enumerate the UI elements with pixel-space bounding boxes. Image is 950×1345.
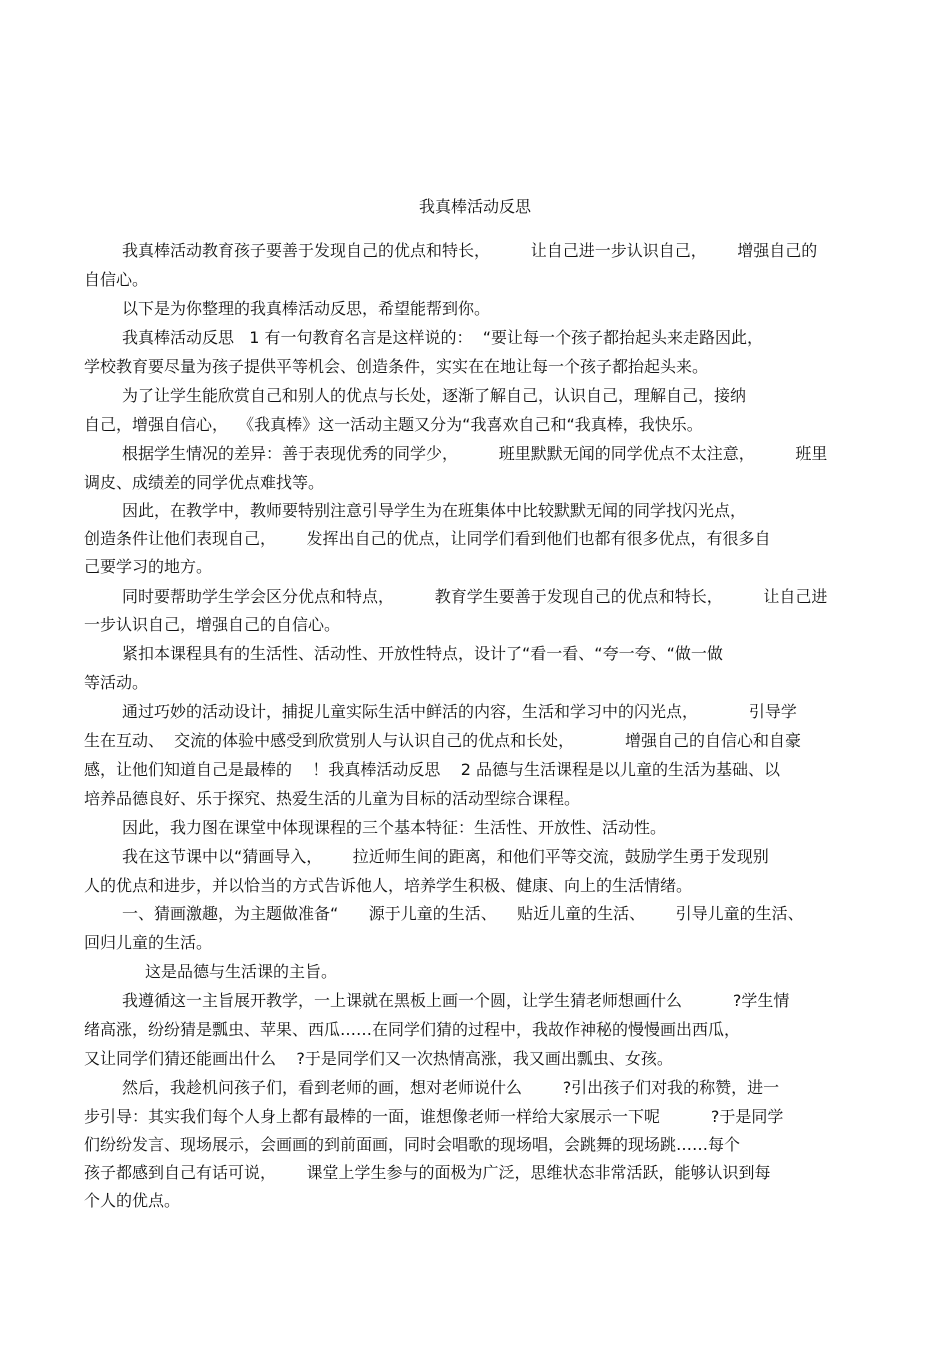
text-line: 我遵循这一主旨展开教学，一上课就在黑板上画一个圆，让学生猜老师想画什么 ?学生情 <box>122 991 790 1010</box>
text-line: 个人的优点。 <box>84 1191 181 1210</box>
text-line: 根据学生情况的差异：善于表现优秀的同学少， 班里默默无闻的同学优点不太注意， 班里 <box>122 444 828 463</box>
text-line: 自己，增强自信心， 《我真棒》这一活动主题又分为“我喜欢自己和“我真棒，我快乐。 <box>84 415 703 434</box>
text-line: 以下是为你整理的我真棒活动反思，希望能帮到你。 <box>122 299 491 318</box>
text-line: 我真棒活动教育孩子要善于发现自己的优点和特长， 让自己进一步认识自己， 增强自己的 <box>122 241 818 260</box>
text-line: 步引导：其实我们每个人身上都有最棒的一面，谁想像老师一样给大家展示一下呢 ?于是同学 <box>84 1107 784 1126</box>
text-line: 培养品德良好、乐于探究、热爱生活的儿童为目标的活动型综合课程。 <box>84 789 581 808</box>
text-line: 我在这节课中以“猜画导入， 拉近师生间的距离，和他们平等交流，鼓励学生勇于发现别 <box>122 847 769 866</box>
text-line: 们纷纷发言、现场展示，会画画的到前面画，同时会唱歌的现场唱，会跳舞的现场跳……每个 <box>84 1135 741 1154</box>
text-line: 调皮、成绩差的同学优点难找等。 <box>84 473 325 492</box>
text-line: 自信心。 <box>84 270 149 289</box>
text-line: 生在互动、 交流的体验中感受到欣赏别人与认识自己的优点和长处， 增强自己的自信心和自豪 <box>84 731 802 750</box>
text-line: 一、猜画激趣，为主题做准备“ 源于儿童的生活、 贴近儿童的生活、 引导儿童的生活、 <box>122 904 804 923</box>
text-line: 因此，我力图在课堂中体现课程的三个基本特征：生活性、开放性、活动性。 <box>122 818 667 837</box>
text-line: 同时要帮助学生学会区分优点和特点， 教育学生要善于发现自己的优点和特长， 让自己进 <box>122 587 828 606</box>
text-line: 为了让学生能欣赏自己和别人的优点与长处，逐渐了解自己，认识自己，理解自己，接纳 <box>122 386 747 405</box>
text-line: 学校教育要尽量为孩子提供平等机会、创造条件，实实在在地让每一个孩子都抬起头来。 <box>84 357 709 376</box>
text-line: 因此，在教学中，教师要特别注意引导学生为在班集体中比较默默无闻的同学找闪光点， <box>122 501 747 520</box>
text-line: 人的优点和进步，并以恰当的方式告诉他人，培养学生积极、健康、向上的生活情绪。 <box>84 876 693 895</box>
text-line: 创造条件让他们表现自己， 发挥出自己的优点，让同学们看到他们也都有很多优点，有很多自 <box>84 529 771 548</box>
document-title: 我真棒活动反思 <box>418 197 531 216</box>
text-line: 这是品德与生活课的主旨。 <box>145 962 338 981</box>
text-line: 孩子都感到自己有话可说， 课堂上学生参与的面极为广泛，思维状态非常活跃，能够认识到每 <box>84 1163 771 1182</box>
text-line: 感，让他们知道自己是最棒的 ！我真棒活动反思 2 品德与生活课程是以儿童的生活为基础、以 <box>84 760 780 779</box>
text-line: 我真棒活动反思 1 有一句教育名言是这样说的： “要让每一个孩子都抬起头来走路因此， <box>122 328 763 347</box>
text-line: 紧扣本课程具有的生活性、活动性、开放性特点，设计了“看一看、“夸一夸、“做一做 <box>122 644 723 663</box>
text-line: 己要学习的地方。 <box>84 557 213 576</box>
text-line: 等活动。 <box>84 673 149 692</box>
text-line: 然后，我趁机问孩子们，看到老师的画，想对老师说什么 ?引出孩子们对我的称赞，进一 <box>122 1078 780 1097</box>
text-line: 绪高涨，纷纷猜是瓢虫、苹果、西瓜……在同学们猜的过程中，我故作神秘的慢慢画出西瓜， <box>84 1020 741 1039</box>
text-line: 通过巧妙的活动设计，捕捉儿童实际生活中鲜活的内容，生活和学习中的闪光点， 引导学 <box>122 702 797 721</box>
text-line: 回归儿童的生活。 <box>84 933 213 952</box>
text-line: 一步认识自己，增强自己的自信心。 <box>84 615 341 634</box>
text-line: 又让同学们猜还能画出什么 ?于是同学们又一次热情高涨，我又画出瓢虫、女孩。 <box>84 1049 673 1068</box>
